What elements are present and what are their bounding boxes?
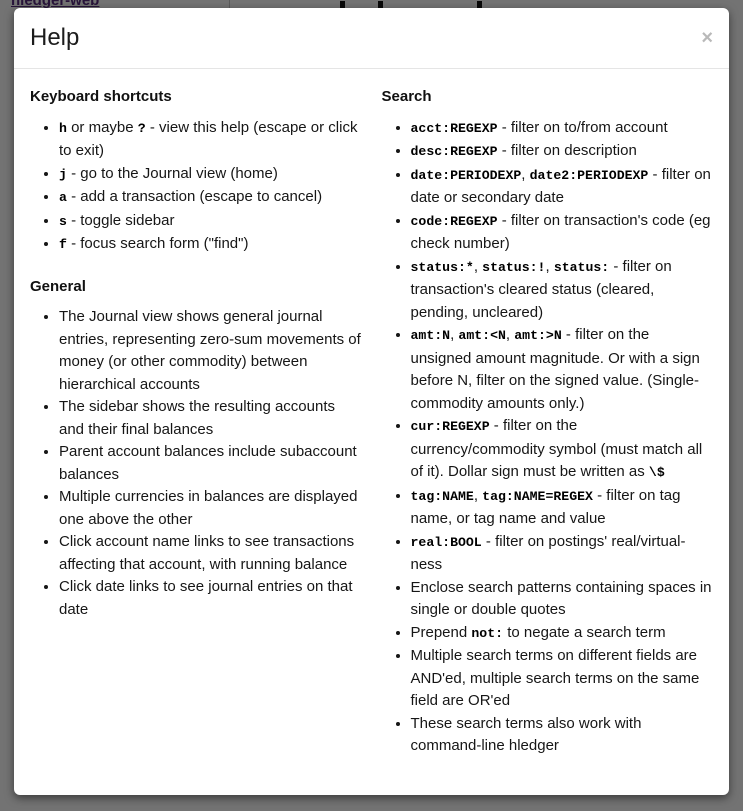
bullet-list bbox=[30, 117, 362, 257]
modal-title: Help bbox=[30, 24, 80, 51]
list-item: • Multiple currencies in balances are displayed one above the other bbox=[59, 486, 362, 531]
list-item: • desc:REGEXP - filter on description bbox=[411, 140, 714, 164]
code-term: j bbox=[59, 166, 67, 182]
code-term: cur:REGEXP bbox=[410, 419, 490, 435]
list-item: • These search terms also work with command-line hledger bbox=[411, 713, 714, 758]
code-term: ? bbox=[137, 120, 146, 136]
list-item: • s - toggle sidebar bbox=[59, 210, 362, 234]
bullet-list bbox=[382, 117, 714, 758]
code-term: code:REGEXP bbox=[410, 213, 498, 229]
code-term: tag:NAME bbox=[410, 488, 474, 504]
code-term: status: bbox=[553, 259, 610, 275]
section-heading: General bbox=[30, 277, 86, 295]
list-item: • The sidebar shows the resulting accounts and their final balances bbox=[59, 396, 362, 441]
list-item: • f - focus search form ("find") bbox=[59, 233, 362, 257]
list-item: • a - add a transaction (escape to cancel) bbox=[59, 186, 362, 210]
column-left bbox=[30, 87, 362, 768]
list-item: • Prepend not: to negate a search term bbox=[411, 622, 714, 646]
code-term: amt:N bbox=[410, 328, 451, 344]
code-term: date2:PERIODEXP bbox=[529, 167, 649, 183]
code-term: real:BOOL bbox=[410, 534, 482, 550]
code-term: \$ bbox=[648, 465, 665, 481]
section-heading: Search bbox=[381, 88, 432, 106]
modal-body bbox=[14, 69, 729, 788]
code-term: acct:REGEXP bbox=[410, 120, 498, 136]
code-term: amt:>N bbox=[514, 328, 562, 344]
code-term: not: bbox=[471, 625, 504, 641]
list-item: • real:BOOL - filter on postings' real/virtual-ness bbox=[411, 531, 714, 577]
code-term: date:PERIODEXP bbox=[410, 167, 522, 183]
list-item: • date:PERIODEXP, date2:PERIODEXP - filter on date or secondary date bbox=[411, 164, 714, 210]
code-term: h bbox=[59, 120, 67, 136]
code-term: a bbox=[59, 190, 67, 206]
list-item: • code:REGEXP - filter on transaction's code (eg check number) bbox=[411, 210, 714, 256]
code-term: amt:<N bbox=[458, 328, 506, 344]
list-item: • The Journal view shows general journal entries, representing zero-sum movements of money (or other commodity) between hierarchical accounts bbox=[59, 306, 362, 396]
list-item: • Click date links to see journal entries on that date bbox=[59, 576, 362, 621]
code-term: s bbox=[59, 213, 67, 229]
list-item: • j - go to the Journal view (home) bbox=[59, 163, 362, 187]
list-item: • status:*, status:!, status: - filter on transaction's cleared status (cleared, pending, uncleared) bbox=[411, 256, 714, 325]
help-modal bbox=[14, 8, 729, 795]
column-right bbox=[382, 87, 714, 768]
code-term: status:! bbox=[482, 259, 546, 275]
bullet-list bbox=[30, 306, 362, 621]
list-item: • Parent account balances include subaccount balances bbox=[59, 441, 362, 486]
list-item: • Enclose search patterns containing spaces in single or double quotes bbox=[411, 577, 714, 622]
list-item: • tag:NAME, tag:NAME=REGEX - filter on tag name, or tag name and value bbox=[411, 485, 714, 531]
close-icon[interactable]: × bbox=[701, 27, 713, 49]
code-term: desc:REGEXP bbox=[410, 144, 498, 160]
code-term: tag:NAME=REGEX bbox=[482, 488, 593, 504]
list-item: • Multiple search terms on different fields are AND'ed, multiple search terms on the same field are OR'ed bbox=[411, 645, 714, 713]
list-item: • Click account name links to see transactions affecting that account, with running balance bbox=[59, 531, 362, 576]
list-item: • h or maybe ? - view this help (escape or click to exit) bbox=[59, 117, 362, 163]
list-item: • amt:N, amt:<N, amt:>N - filter on the unsigned amount magnitude. Or with a sign before N, filter on the signed value. (Single-commodity amounts only.) bbox=[411, 324, 714, 415]
code-term: f bbox=[59, 237, 67, 253]
list-item: • acct:REGEXP - filter on to/from account bbox=[411, 117, 714, 141]
modal-header bbox=[14, 8, 729, 69]
list-item: • cur:REGEXP - filter on the currency/commodity symbol (must match all of it). Dollar sign must be written as \$ bbox=[411, 415, 714, 485]
code-term: status:* bbox=[410, 259, 474, 275]
section-heading: Keyboard shortcuts bbox=[30, 88, 172, 106]
